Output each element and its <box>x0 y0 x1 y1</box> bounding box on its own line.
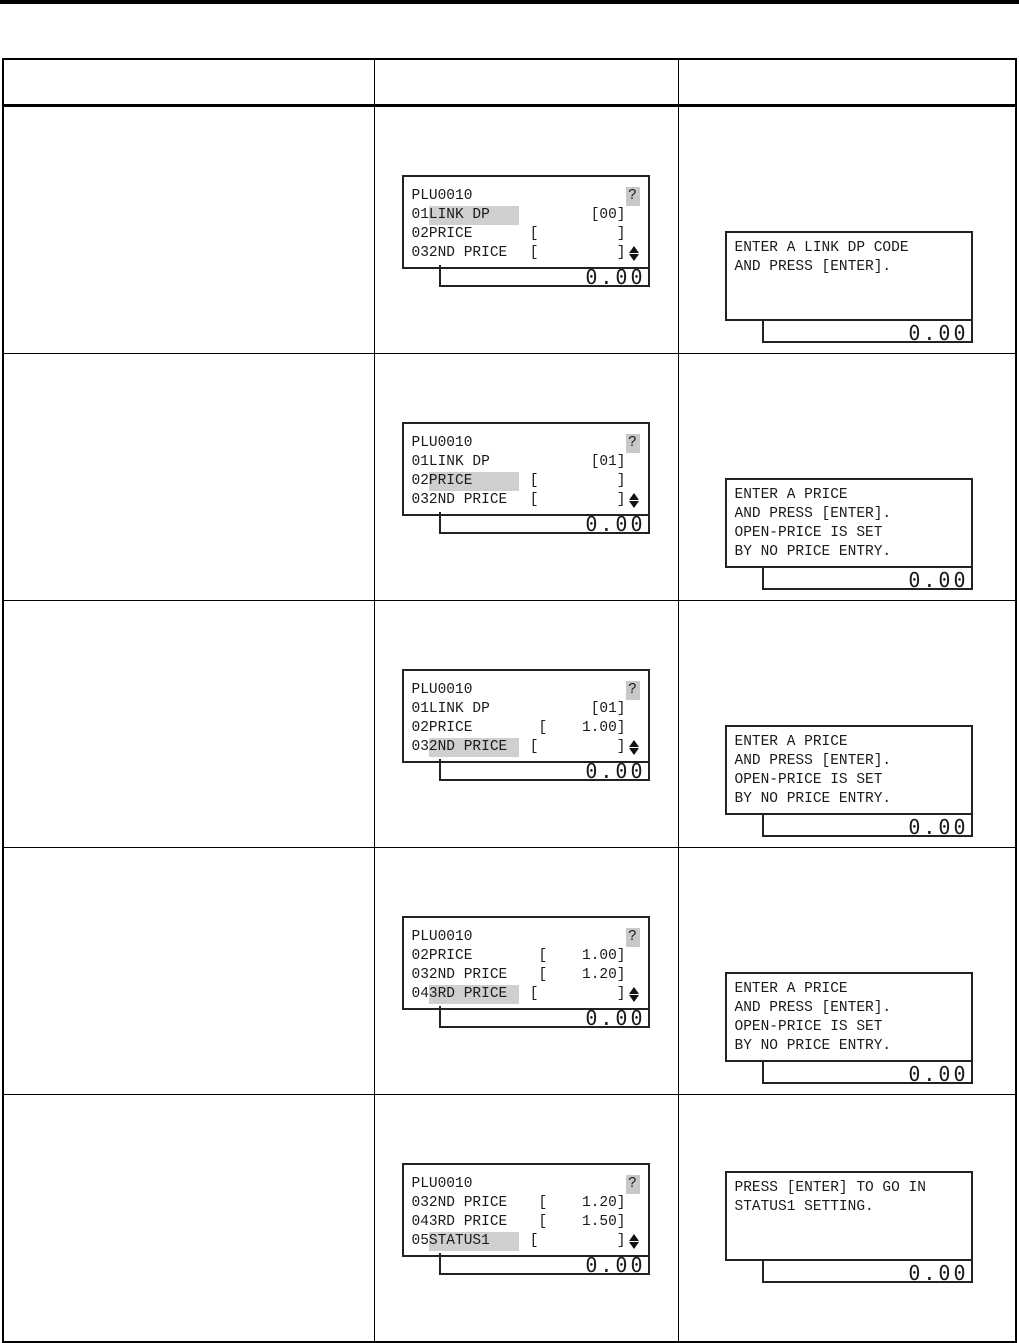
item-label: LINK DP <box>428 454 490 470</box>
item-value: [ 1.50] <box>538 1214 626 1230</box>
lcd-screen <box>402 669 650 763</box>
up-down-scroll-icon <box>628 491 640 510</box>
item-number: 03 <box>411 967 429 983</box>
lcd-display <box>402 669 648 781</box>
program-item <box>412 700 490 719</box>
item-value: [ ] <box>529 226 626 242</box>
lcd-title-line <box>412 1175 640 1194</box>
lcd-program-line <box>412 719 640 738</box>
guidance-cell <box>678 848 1016 1095</box>
item-number: 02 <box>411 948 429 964</box>
lcd-title-line <box>412 187 640 206</box>
table-header-row <box>3 59 1016 106</box>
guidance-screen <box>725 972 973 1062</box>
plu-code: PLU0010 <box>411 1176 473 1192</box>
guidance-text-line: AND PRESS [ENTER]. <box>734 1000 892 1016</box>
amount-value: 0.00 <box>908 321 969 345</box>
item-value: [ ] <box>529 1233 626 1249</box>
guidance-text-line: BY NO PRICE ENTRY. <box>734 1038 892 1054</box>
amount-window <box>762 568 973 590</box>
plu-code: PLU0010 <box>411 435 473 451</box>
guidance-text-line: AND PRESS [ENTER]. <box>734 753 892 769</box>
amount-value: 0.00 <box>585 1253 646 1277</box>
amount-value: 0.00 <box>908 568 969 592</box>
item-label: PRICE <box>428 720 473 736</box>
lcd-cell <box>374 848 678 1095</box>
guidance-screen <box>725 725 973 815</box>
guidance-text-line: BY NO PRICE ENTRY. <box>734 791 892 807</box>
lcd-program-line <box>412 947 640 966</box>
plu-code: PLU0010 <box>411 682 473 698</box>
amount-value: 0.00 <box>908 1261 969 1285</box>
guidance-text-line: PRESS [ENTER] TO GO IN <box>734 1180 926 1196</box>
item-label: LINK DP <box>428 701 490 717</box>
guidance-text-line: ENTER A PRICE <box>734 981 848 997</box>
plu-code: PLU0010 <box>411 188 473 204</box>
item-label: 2ND PRICE <box>428 492 508 508</box>
guidance-text-line: OPEN-PRICE IS SET <box>734 772 883 788</box>
item-label: 2ND PRICE <box>428 967 508 983</box>
program-item <box>412 206 519 225</box>
item-label: 2ND PRICE <box>428 1195 508 1211</box>
program-item <box>412 491 508 510</box>
item-number: 04 <box>411 986 429 1002</box>
program-item <box>412 225 473 244</box>
program-item <box>412 947 473 966</box>
procedure-cell <box>3 848 374 1095</box>
question-mark-icon: ? <box>626 1175 640 1194</box>
item-number: 02 <box>411 226 429 242</box>
up-down-scroll-icon <box>628 738 640 757</box>
item-value: [00] <box>590 207 626 223</box>
lcd-screen <box>402 175 650 269</box>
procedure-table <box>2 58 1017 1343</box>
item-value: [ ] <box>529 986 626 1002</box>
program-item <box>412 985 519 1004</box>
lcd-program-line <box>412 966 640 985</box>
guidance-cell <box>678 354 1016 601</box>
amount-window <box>439 759 650 781</box>
lcd-program-line <box>412 1213 640 1232</box>
guidance-text-line: ENTER A PRICE <box>734 734 848 750</box>
item-number: 03 <box>411 492 429 508</box>
question-mark-icon: ? <box>626 681 640 700</box>
amount-value: 0.00 <box>585 1006 646 1030</box>
lcd-program-line <box>412 491 640 510</box>
plu-code: PLU0010 <box>411 929 473 945</box>
program-item <box>412 966 508 985</box>
program-item <box>412 1213 508 1232</box>
item-value: [ ] <box>529 739 626 755</box>
program-item <box>412 1194 508 1213</box>
amount-value: 0.00 <box>908 1062 969 1086</box>
item-value: [01] <box>590 701 626 717</box>
lcd-program-line <box>412 700 640 719</box>
guidance-text-line: AND PRESS [ENTER]. <box>734 506 892 522</box>
item-label-cursor: LINK DP <box>429 206 519 225</box>
lcd-cell <box>374 354 678 601</box>
amount-window <box>762 815 973 837</box>
program-item <box>412 719 473 738</box>
guidance-cell <box>678 1095 1016 1343</box>
guidance-text-line: ENTER A PRICE <box>734 487 848 503</box>
amount-value: 0.00 <box>585 759 646 783</box>
item-number: 05 <box>411 1233 429 1249</box>
lcd-display <box>402 422 648 534</box>
amount-window <box>762 1062 973 1084</box>
question-mark-icon: ? <box>626 187 640 206</box>
lcd-program-line <box>412 1232 640 1251</box>
guidance-text-line: OPEN-PRICE IS SET <box>734 1019 883 1035</box>
lcd-title-line <box>412 681 640 700</box>
amount-value: 0.00 <box>585 512 646 536</box>
lcd-screen <box>402 1163 650 1257</box>
lcd-program-line <box>412 453 640 472</box>
lcd-cell <box>374 106 678 354</box>
question-mark-icon: ? <box>626 928 640 947</box>
procedure-cell <box>3 354 374 601</box>
guidance-text-line: STATUS1 SETTING. <box>734 1199 874 1215</box>
item-label-cursor: PRICE <box>429 472 519 491</box>
item-value: [ ] <box>529 473 626 489</box>
lcd-cell <box>374 1095 678 1343</box>
guidance-cell <box>678 106 1016 354</box>
guidance-text-line: BY NO PRICE ENTRY. <box>734 544 892 560</box>
lcd-program-line <box>412 1194 640 1213</box>
table-row <box>3 354 1016 601</box>
procedure-cell <box>3 1095 374 1343</box>
item-label: 3RD PRICE <box>428 1214 508 1230</box>
header-cell-procedure <box>3 59 374 106</box>
amount-window <box>439 265 650 287</box>
item-value: [ 1.00] <box>538 948 626 964</box>
lcd-display <box>402 175 648 287</box>
table-row <box>3 106 1016 354</box>
item-label-cursor: STATUS1 <box>429 1232 519 1251</box>
lcd-program-line <box>412 206 640 225</box>
amount-window <box>762 1261 973 1283</box>
amount-value: 0.00 <box>908 815 969 839</box>
amount-window <box>439 1006 650 1028</box>
item-label: 2ND PRICE <box>428 245 508 261</box>
lcd-cell <box>374 601 678 848</box>
header-cell-guidance <box>678 59 1016 106</box>
up-down-scroll-icon <box>628 1232 640 1251</box>
lcd-display <box>402 1163 648 1275</box>
amount-window <box>439 512 650 534</box>
guidance-text-line: ENTER A LINK DP CODE <box>734 240 909 256</box>
program-item <box>412 244 508 263</box>
program-item <box>412 472 519 491</box>
guidance-text-line: OPEN-PRICE IS SET <box>734 525 883 541</box>
procedure-cell <box>3 601 374 848</box>
guidance-screen <box>725 478 973 568</box>
amount-window <box>439 1253 650 1275</box>
lcd-title-line <box>412 928 640 947</box>
header-cell-display <box>374 59 678 106</box>
program-item <box>412 1232 519 1251</box>
item-label-cursor: 2ND PRICE <box>429 738 519 757</box>
question-mark-icon: ? <box>626 434 640 453</box>
guidance-screen <box>725 231 973 321</box>
item-label: PRICE <box>428 948 473 964</box>
table-row <box>3 848 1016 1095</box>
program-item <box>412 453 490 472</box>
lcd-display <box>402 916 648 1028</box>
item-value: [ ] <box>529 492 626 508</box>
item-value: [ 1.20] <box>538 1195 626 1211</box>
item-number: 04 <box>411 1214 429 1230</box>
item-value: [01] <box>590 454 626 470</box>
guidance-text-line: AND PRESS [ENTER]. <box>734 259 892 275</box>
table-row <box>3 601 1016 848</box>
lcd-program-line <box>412 225 640 244</box>
lcd-program-line <box>412 738 640 757</box>
lcd-screen <box>402 422 650 516</box>
item-value: [ 1.00] <box>538 720 626 736</box>
item-number: 03 <box>411 245 429 261</box>
table-row <box>3 1095 1016 1343</box>
procedure-cell <box>3 106 374 354</box>
guidance-cell <box>678 601 1016 848</box>
lcd-program-line <box>412 244 640 263</box>
item-number: 03 <box>411 739 429 755</box>
amount-window <box>762 321 973 343</box>
up-down-scroll-icon <box>628 244 640 263</box>
lcd-title-line <box>412 434 640 453</box>
item-number: 01 <box>411 207 429 223</box>
lcd-screen <box>402 916 650 1010</box>
program-item <box>412 738 519 757</box>
item-label-cursor: 3RD PRICE <box>429 985 519 1004</box>
lcd-program-line <box>412 472 640 491</box>
item-number: 03 <box>411 1195 429 1211</box>
item-value: [ ] <box>529 245 626 261</box>
lcd-program-line <box>412 985 640 1004</box>
item-number: 02 <box>411 473 429 489</box>
item-number: 01 <box>411 454 429 470</box>
guidance-screen <box>725 1171 973 1261</box>
top-rule <box>0 0 1019 4</box>
item-value: [ 1.20] <box>538 967 626 983</box>
up-down-scroll-icon <box>628 985 640 1004</box>
item-label: PRICE <box>428 226 473 242</box>
item-number: 01 <box>411 701 429 717</box>
amount-value: 0.00 <box>585 265 646 289</box>
item-number: 02 <box>411 720 429 736</box>
